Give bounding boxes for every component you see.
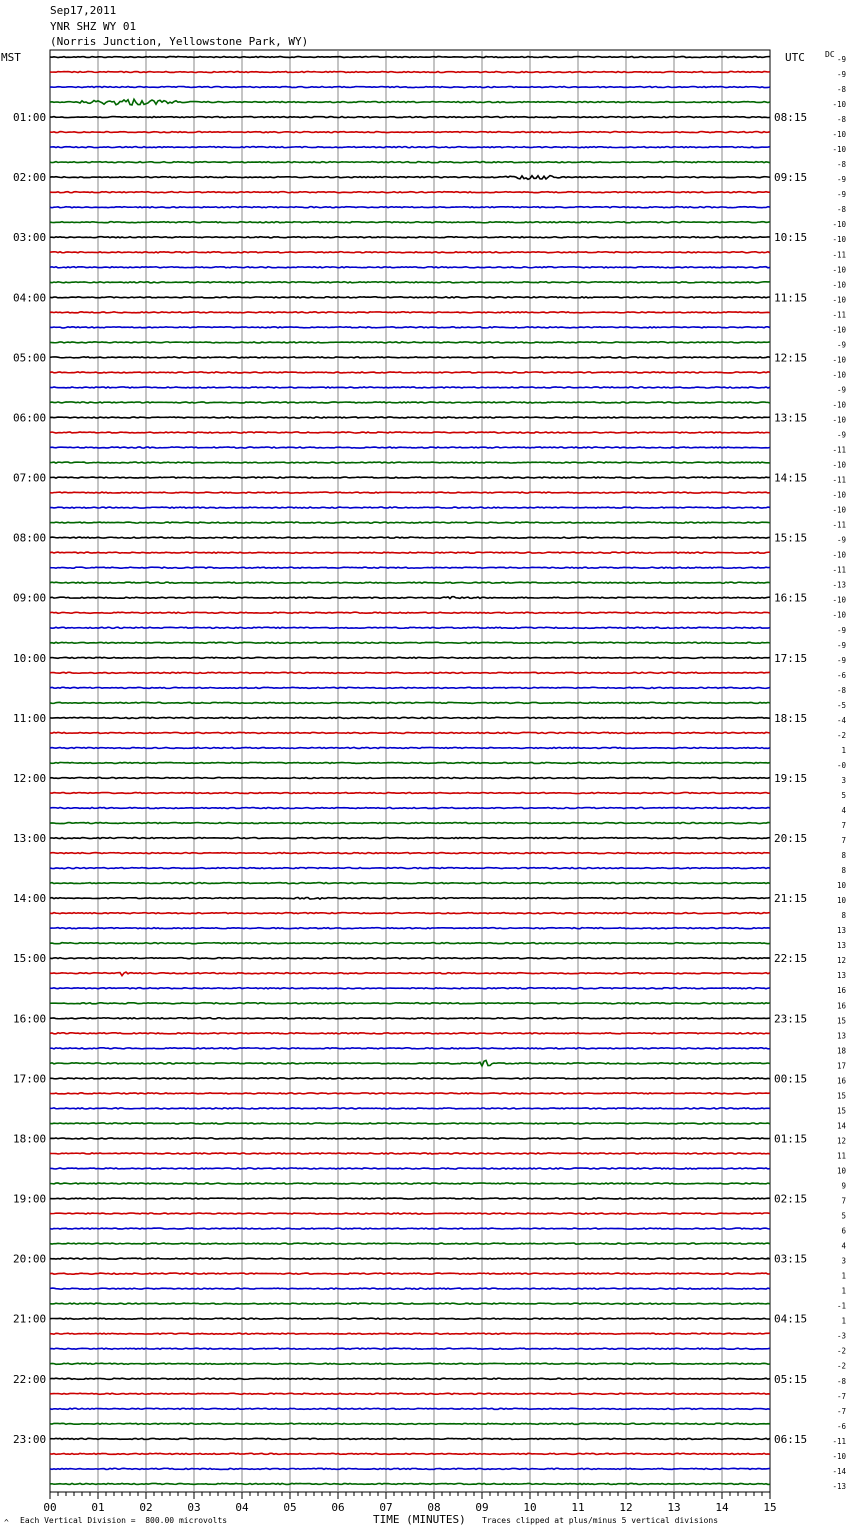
dc-offset-label: 5 [841,1211,846,1221]
seismic-trace [50,132,770,133]
seismic-trace [50,1453,770,1454]
seismic-trace [50,687,770,688]
dc-offset-label: -10 [832,1451,846,1461]
seismic-trace [50,492,770,493]
dc-offset-label: -10 [832,550,846,560]
dc-offset-label: -10 [832,595,846,605]
dc-offset-label: -10 [832,505,846,515]
seismic-trace [50,1333,770,1334]
dc-offset-label: 4 [841,806,846,815]
dc-offset-label: 9 [841,1181,846,1191]
dc-offset-label: -8 [836,160,846,170]
dc-offset-label: -11 [832,1436,846,1446]
right-hour-label: 11:15 [774,291,808,305]
dc-label: DC [825,50,835,59]
dc-offset-label: 15 [836,1106,846,1116]
seismic-trace [50,402,770,403]
dc-offset-label: -11 [832,520,846,530]
seismic-trace [50,1423,770,1424]
seismic-trace [50,462,770,463]
dc-offset-label: -11 [832,475,846,485]
dc-offset-label: 8 [841,851,846,861]
seismic-trace [50,928,770,929]
x-tick-label: 07 [379,1501,393,1514]
seismic-trace [50,522,770,523]
dc-offset-label: -10 [832,490,846,500]
seismic-trace [50,1153,770,1154]
right-hour-label: 08:15 [774,111,808,125]
seismic-trace [50,837,770,838]
seismic-trace [50,777,770,778]
dc-offset-label: -14 [832,1466,846,1476]
seismic-trace [50,357,770,358]
seismic-trace [50,252,770,253]
seismic-trace [50,1060,770,1066]
x-tick-label: 06 [331,1501,345,1514]
seismic-trace [50,267,770,268]
left-hour-label: 21:00 [13,1312,47,1326]
right-hour-label: 13:15 [774,411,808,425]
seismic-trace [50,897,770,899]
dc-offset-label: 10 [836,1166,846,1176]
left-hour-label: 02:00 [13,171,47,185]
dc-offset-label: -9 [836,70,846,80]
left-hour-label: 15:00 [13,952,47,966]
seismic-trace [50,612,770,613]
dc-offset-label: -10 [832,610,846,620]
dc-offset-label: -8 [836,685,846,695]
right-hour-label: 14:15 [774,471,808,485]
x-tick-label: 03 [187,1501,201,1514]
dc-offset-label: -10 [832,145,846,155]
x-tick-label: 01 [91,1501,105,1514]
seismic-trace [50,1123,770,1124]
dc-offset-label: 7 [841,836,846,846]
dc-offset-label: -9 [836,340,846,350]
dc-offset-label: -9 [836,430,846,440]
seismic-trace [50,1003,770,1004]
dc-offset-label: -2 [836,730,846,740]
right-hour-label: 19:15 [774,771,808,785]
dc-offset-label: 3 [841,775,846,785]
dc-offset-label: -11 [832,310,846,320]
chart-station: YNR SHZ WY 01 [50,20,137,33]
right-hour-label: 10:15 [774,231,808,245]
seismic-trace [50,1183,770,1184]
dc-offset-label: -4 [836,715,846,725]
dc-offset-label: -10 [832,280,846,290]
seismic-trace [50,192,770,193]
footer-vertical-division: Each Vertical Division = 800.00 microvolts [20,1516,228,1525]
dc-offset-label: -11 [832,250,846,260]
seismic-trace [50,657,770,658]
dc-offset-label: -10 [832,460,846,470]
dc-offset-label: 16 [836,986,846,996]
dc-offset-label: -10 [832,265,846,275]
seismic-trace [50,1033,770,1034]
dc-offset-label: 7 [841,1196,846,1206]
left-hour-label: 04:00 [13,291,47,305]
right-hour-label: 23:15 [774,1012,808,1026]
seismic-trace [50,552,770,553]
seismic-trace [50,1093,770,1094]
seismic-trace [50,762,770,763]
seismic-trace [50,117,770,118]
seismic-trace [50,1018,770,1019]
dc-offset-label: -9 [836,55,846,64]
right-hour-label: 05:15 [774,1372,808,1386]
dc-offset-label: 3 [841,1256,846,1266]
dc-offset-label: -10 [832,355,846,365]
x-tick-label: 05 [283,1501,297,1514]
dc-offset-label: -3 [836,1331,846,1341]
dc-offset-label: 4 [841,1241,846,1251]
dc-offset-label: -10 [832,415,846,425]
left-hour-label: 08:00 [13,531,47,545]
seismic-trace [50,988,770,989]
seismic-trace [50,582,770,583]
left-hour-label: 23:00 [13,1432,47,1446]
x-tick-label: 00 [43,1501,57,1514]
x-tick-label: 08 [427,1501,441,1514]
seismic-trace [50,1363,770,1364]
seismic-trace [50,1228,770,1229]
seismic-trace [50,1048,770,1049]
left-hour-label: 12:00 [13,771,47,785]
dc-offset-label: -10 [832,220,846,230]
left-hour-label: 01:00 [13,111,47,125]
x-tick-label: 13 [667,1501,681,1514]
x-tick-label: 04 [235,1501,249,1514]
x-tick-label: 10 [523,1501,537,1514]
seismic-trace [50,1288,770,1289]
dc-offset-label: -9 [836,655,846,665]
dc-offset-label: 6 [841,1226,846,1236]
seismic-trace [50,1258,770,1259]
dc-offset-label: -2 [836,1361,846,1371]
left-hour-label: 06:00 [13,411,47,425]
seismic-trace [50,1393,770,1394]
chart-location: (Norris Junction, Yellowstone Park, WY) [50,35,309,48]
x-tick-label: 02 [139,1501,153,1514]
dc-offset-label: -10 [832,295,846,305]
seismic-trace [50,1138,770,1139]
right-hour-label: 09:15 [774,171,808,185]
seismic-trace [50,1438,770,1439]
seismic-trace [50,972,770,976]
seismic-trace [50,747,770,748]
seismic-trace [50,71,770,72]
dc-offset-label: -10 [832,370,846,380]
seismic-trace [50,477,770,478]
seismic-trace [50,1378,770,1379]
dc-offset-label: 11 [836,1151,846,1161]
right-hour-label: 02:15 [774,1192,808,1206]
right-timezone-label: UTC [785,51,805,64]
right-hour-label: 21:15 [774,892,808,906]
seismic-trace [50,1108,770,1109]
dc-offset-label: 1 [841,1316,846,1326]
seismic-trace [50,717,770,718]
right-hour-label: 16:15 [774,591,808,605]
dc-offset-label: -10 [832,325,846,335]
seismic-trace [50,822,770,823]
dc-offset-label: -5 [836,700,846,710]
seismic-trace [50,99,770,105]
dc-offset-label: -9 [836,625,846,635]
seismic-trace [50,627,770,628]
seismic-trace [50,537,770,538]
dc-offset-label: -8 [836,205,846,215]
seismic-trace [50,312,770,313]
seismic-trace [50,327,770,328]
seismic-trace [50,147,770,148]
left-hour-label: 07:00 [13,471,47,485]
chart-date: Sep17,2011 [50,4,117,17]
left-hour-label: 13:00 [13,832,47,846]
seismic-trace [50,732,770,733]
right-hour-label: 04:15 [774,1312,808,1326]
dc-offset-label: -9 [836,385,846,395]
seismic-trace [50,1273,770,1274]
dc-offset-label: -1 [836,1301,846,1311]
dc-offset-label: 13 [836,971,846,981]
left-hour-label: 20:00 [13,1252,47,1266]
dc-offset-label: 12 [836,956,846,966]
seismic-trace [50,417,770,418]
seismic-trace [50,792,770,793]
left-hour-label: 09:00 [13,591,47,605]
dc-offset-label: 1 [841,1271,846,1281]
left-timezone-label: MST [1,51,21,64]
right-hour-label: 06:15 [774,1432,808,1446]
x-tick-label: 09 [475,1501,489,1514]
left-hour-label: 17:00 [13,1072,47,1086]
seismic-trace [50,176,770,180]
seismic-trace [50,342,770,343]
seismic-trace [50,297,770,298]
right-hour-label: 22:15 [774,952,808,966]
seismic-trace [50,958,770,959]
seismic-trace [50,372,770,373]
seismic-trace [50,1243,770,1244]
left-hour-label: 11:00 [13,711,47,725]
dc-offset-label: 10 [836,881,846,891]
dc-offset-label: -7 [836,1406,846,1416]
footer-corner-mark: ^ [4,1518,9,1527]
right-hour-label: 15:15 [774,531,808,545]
dc-offset-label: -0 [836,760,846,770]
right-hour-label: 12:15 [774,351,808,365]
left-hour-label: 22:00 [13,1372,47,1386]
seismic-trace [50,1348,770,1349]
seismic-trace [50,702,770,703]
dc-offset-label: -7 [836,1391,846,1401]
dc-offset-label: 14 [836,1121,846,1131]
seismic-trace [50,642,770,643]
x-tick-label: 11 [571,1501,585,1514]
seismic-trace [50,1168,770,1169]
dc-offset-label: -8 [836,1376,846,1386]
right-hour-label: 01:15 [774,1132,808,1146]
dc-offset-label: 13 [836,941,846,951]
seismic-trace [50,1198,770,1199]
seismic-trace [50,1318,770,1319]
left-hour-label: 03:00 [13,231,47,245]
dc-offset-label: -6 [836,670,846,680]
dc-offset-label: 8 [841,866,846,876]
dc-offset-label: -6 [836,1421,846,1431]
x-tick-label: 14 [715,1501,729,1514]
dc-offset-label: 15 [836,1016,846,1026]
right-hour-label: 03:15 [774,1252,808,1266]
dc-offset-label: -11 [832,565,846,575]
seismic-trace [50,1468,770,1469]
x-tick-label: 15 [763,1501,777,1514]
seismic-trace [50,883,770,884]
dc-offset-label: 7 [841,821,846,831]
seismic-trace [50,868,770,869]
x-axis-title: TIME (MINUTES) [373,1513,466,1526]
seismic-trace [50,807,770,808]
dc-offset-label: -9 [836,190,846,200]
seismic-trace [50,207,770,208]
seismic-trace [50,597,770,599]
footer-clip-note: Traces clipped at plus/minus 5 vertical divisions [482,1516,719,1525]
seismic-trace [50,1303,770,1304]
dc-offset-label: 12 [836,1136,846,1146]
seismic-trace [50,432,770,433]
dc-offset-label: 16 [836,1076,846,1086]
dc-offset-label: 13 [836,926,846,936]
seismic-trace [50,1408,770,1409]
seismic-trace [50,222,770,223]
dc-offset-label: 1 [841,1286,846,1296]
dc-offset-label: -9 [836,535,846,545]
dc-offset-label: -10 [832,235,846,245]
seismic-trace [50,1213,770,1214]
seismic-trace [50,853,770,854]
dc-offset-label: -9 [836,175,846,185]
seismic-trace [50,672,770,673]
x-tick-label: 12 [619,1501,633,1514]
dc-offset-label: -2 [836,1346,846,1356]
dc-offset-label: -9 [836,640,846,650]
seismic-trace [50,447,770,448]
dc-offset-label: -8 [836,115,846,125]
seismic-trace [50,567,770,568]
seismic-trace [50,913,770,914]
dc-offset-label: -13 [832,1481,846,1491]
left-hour-label: 16:00 [13,1012,47,1026]
dc-offset-label: -11 [832,445,846,455]
left-hour-label: 19:00 [13,1192,47,1206]
left-hour-label: 14:00 [13,892,47,906]
seismic-trace [50,237,770,238]
seismic-trace [50,162,770,163]
left-hour-label: 05:00 [13,351,47,365]
dc-offset-label: -10 [832,100,846,110]
dc-offset-label: -13 [832,580,846,590]
dc-offset-label: -10 [832,130,846,140]
seismic-trace [50,943,770,944]
seismic-trace [50,1078,770,1079]
seismic-trace [50,1483,770,1484]
seismic-trace [50,56,770,57]
seismic-trace [50,86,770,87]
dc-offset-label: 16 [836,1001,846,1011]
dc-offset-label: 13 [836,1031,846,1041]
left-hour-label: 10:00 [13,651,47,665]
dc-offset-label: 8 [841,911,846,921]
right-hour-label: 20:15 [774,832,808,846]
left-hour-label: 18:00 [13,1132,47,1146]
dc-offset-label: 15 [836,1091,846,1101]
dc-offset-label: 10 [836,896,846,906]
dc-offset-label: 5 [841,790,846,800]
dc-offset-label: 18 [836,1046,846,1056]
right-hour-label: 00:15 [774,1072,808,1086]
seismic-trace [50,387,770,388]
right-hour-label: 17:15 [774,651,808,665]
right-hour-label: 18:15 [774,711,808,725]
seismic-trace [50,507,770,508]
dc-offset-label: -10 [832,400,846,410]
dc-offset-label: 17 [836,1061,846,1071]
seismic-trace [50,282,770,283]
dc-offset-label: 1 [841,745,846,755]
dc-offset-label: -8 [836,85,846,95]
